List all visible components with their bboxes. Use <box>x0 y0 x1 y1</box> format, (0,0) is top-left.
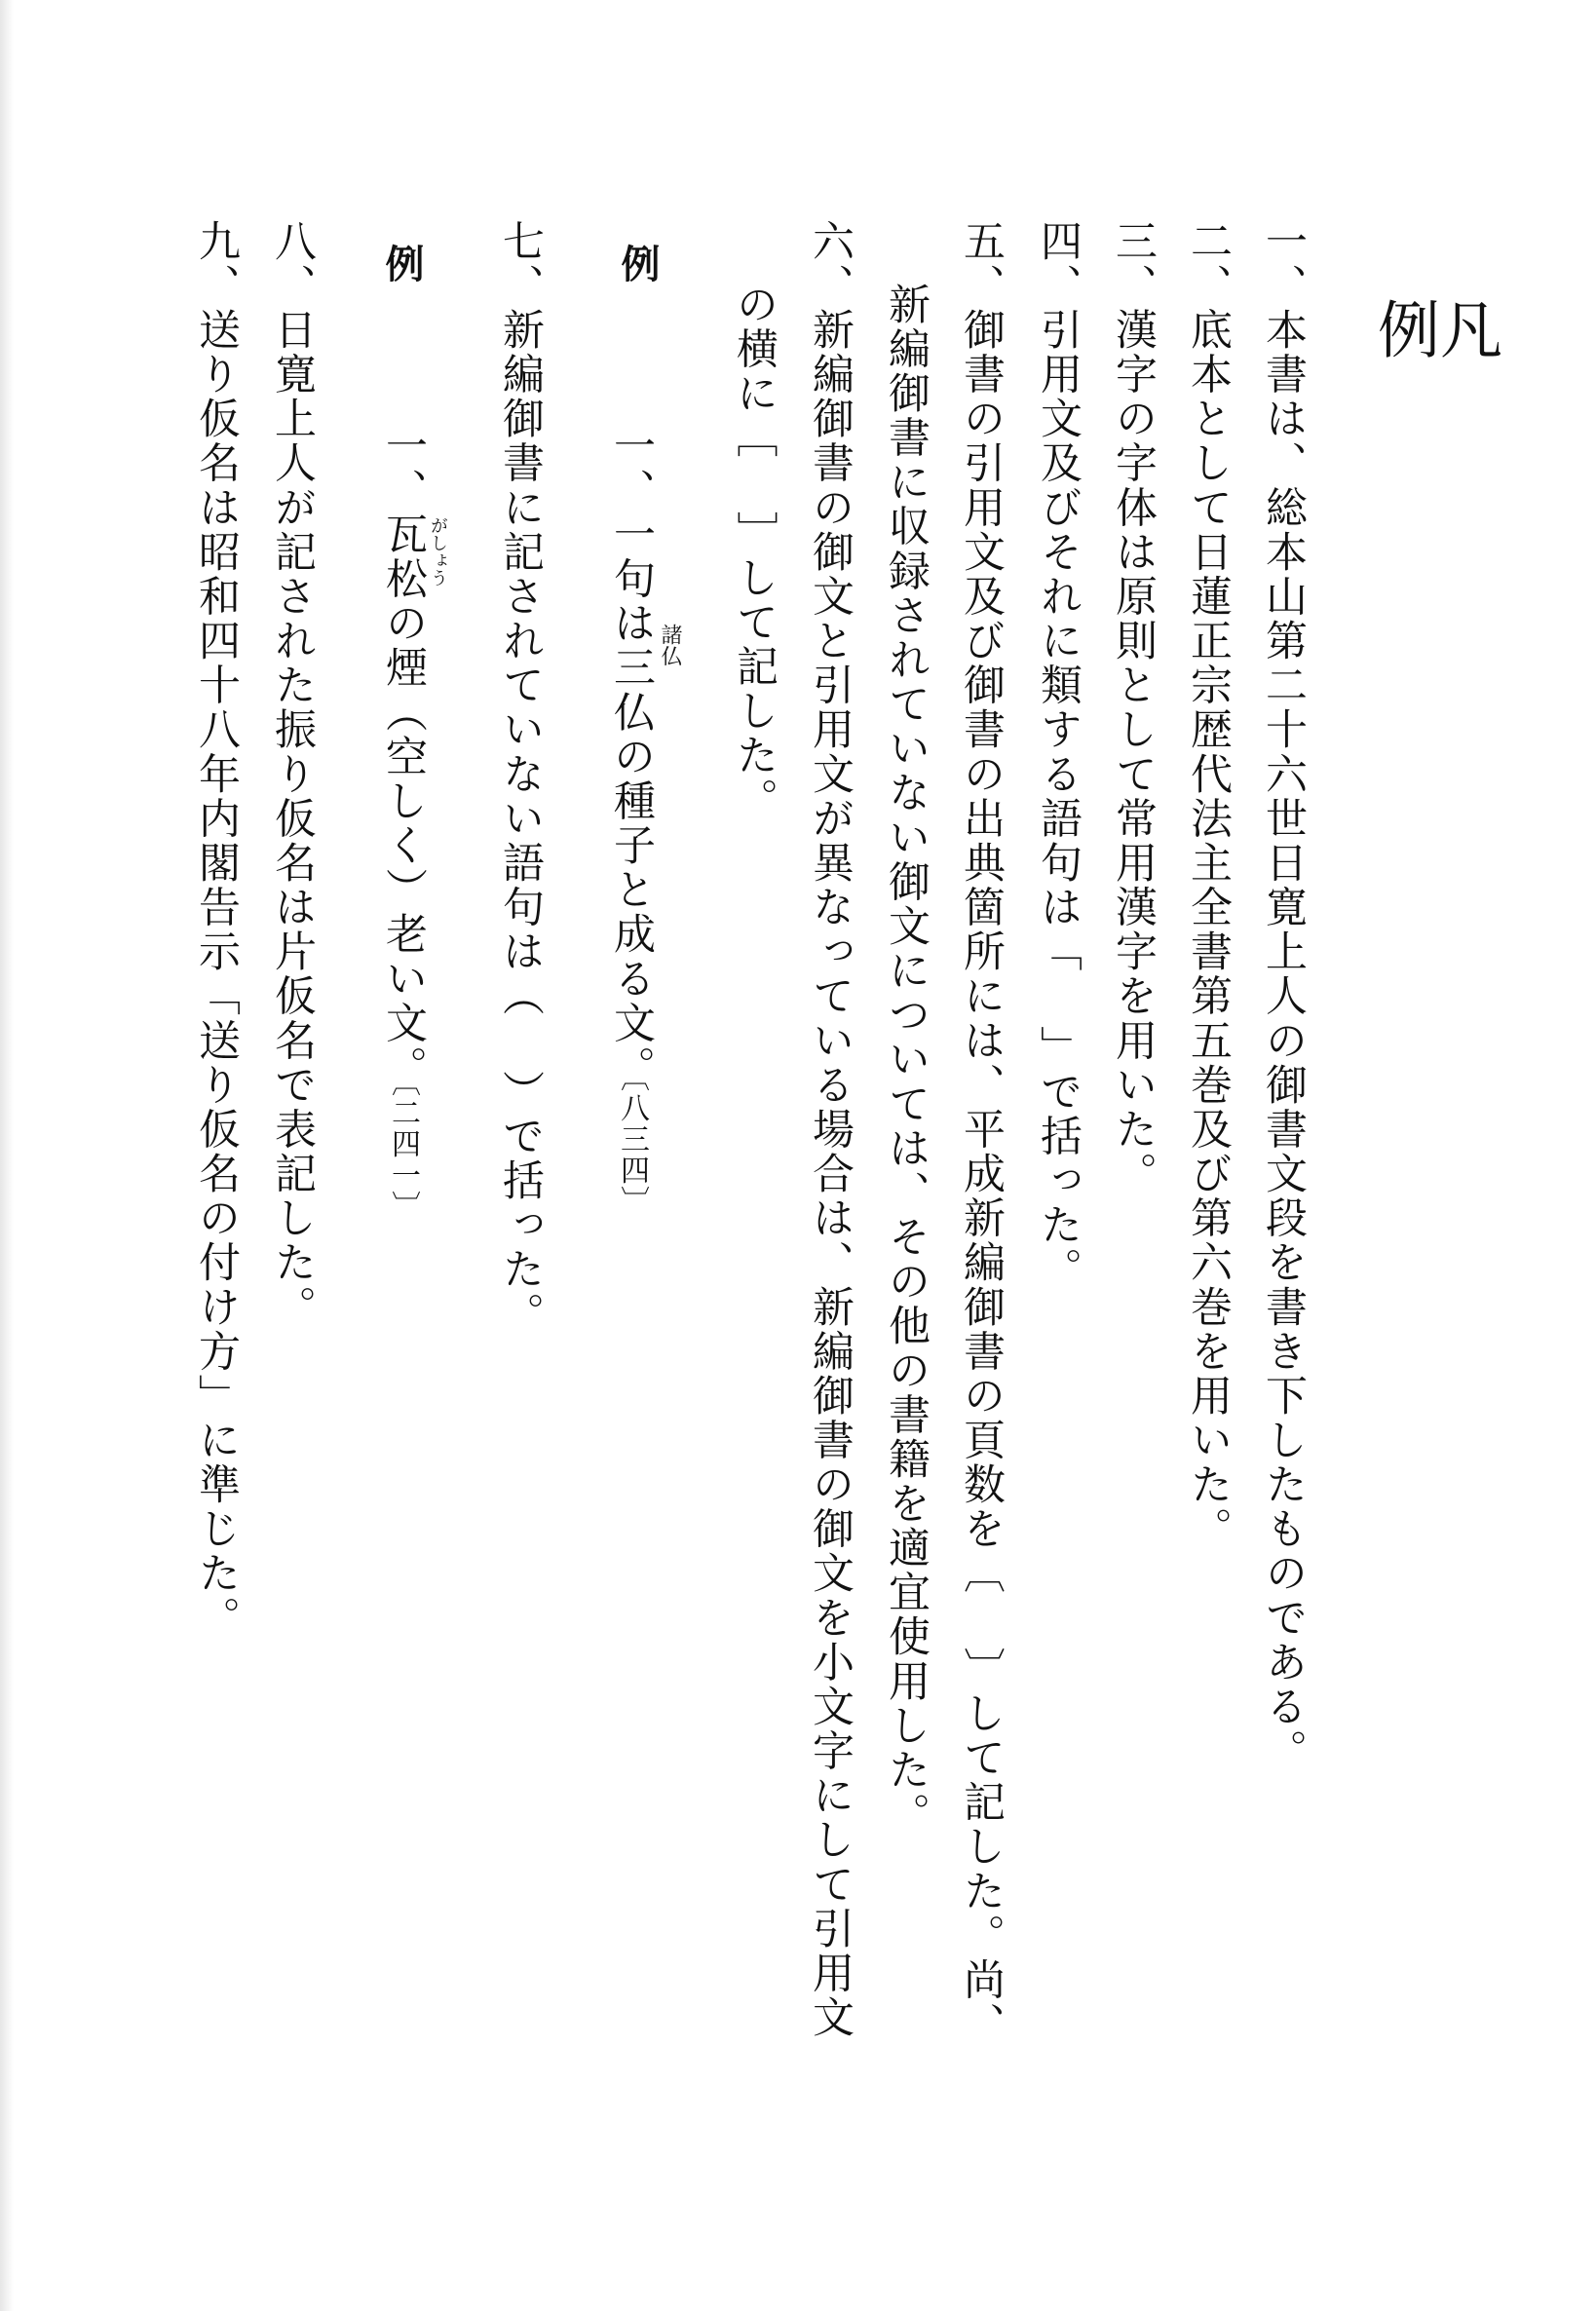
item-6-line-1: 六、新編御書の御文と引用文が異なっている場合は、新編御書の御文を小文字にして引用文 <box>806 219 855 2040</box>
example-2-body: 一、瓦松の煙（空しく）老い文。 <box>379 424 428 1090</box>
example-1-heading: 例 <box>615 244 661 285</box>
item-7: 七、新編御書に記されていない語句は（ ）で括った。 <box>496 219 545 1337</box>
title-char-2: 例 <box>1367 297 1439 360</box>
example-1-page-ref: 〔八三四〕 <box>615 1062 649 1217</box>
example-1-body: 一、一句は三仏の種子と成る文。 <box>607 424 656 1090</box>
example-2-ruby: がしょう <box>428 516 448 587</box>
scan-edge <box>0 0 14 2311</box>
example-1-alt-reading: 諸仏 <box>658 624 682 666</box>
item-8: 八、日寛上人が記された振り仮名は片仮名で表記した。 <box>268 219 317 1330</box>
example-2-heading: 例 <box>379 244 425 285</box>
item-5-line-1: 五、御書の引用文及び御書の出典箇所には、平成新編御書の頁数を〔 〕して記した。尚、 <box>957 219 1006 2047</box>
item-5-line-2: 新編御書に収録されていない御文については、その他の書籍を適宜使用した。 <box>882 283 931 1837</box>
item-1: 一、本書は、総本山第二十六世日寛上人の御書文段を書き下したものである。 <box>1259 219 1308 1774</box>
item-4: 四、引用文及びそれに類する語句は「 」で括った。 <box>1034 219 1083 1292</box>
example-2-page-ref: 〔二四一〕 <box>386 1067 420 1222</box>
page-title <box>1367 297 1501 404</box>
item-9: 九、送り仮名は昭和四十八年内閣告示「送り仮名の付け方」に準じた。 <box>192 219 241 1641</box>
item-2: 二、底本として日蓮正宗歴代法主全書第五巻及び第六巻を用いた。 <box>1184 219 1233 1552</box>
item-3: 三、漢字の字体は原則として常用漢字を用いた。 <box>1109 219 1158 1196</box>
title-char-1: 凡 <box>1429 297 1501 360</box>
item-6-line-2: の横に［ ］して記した。 <box>730 283 779 822</box>
